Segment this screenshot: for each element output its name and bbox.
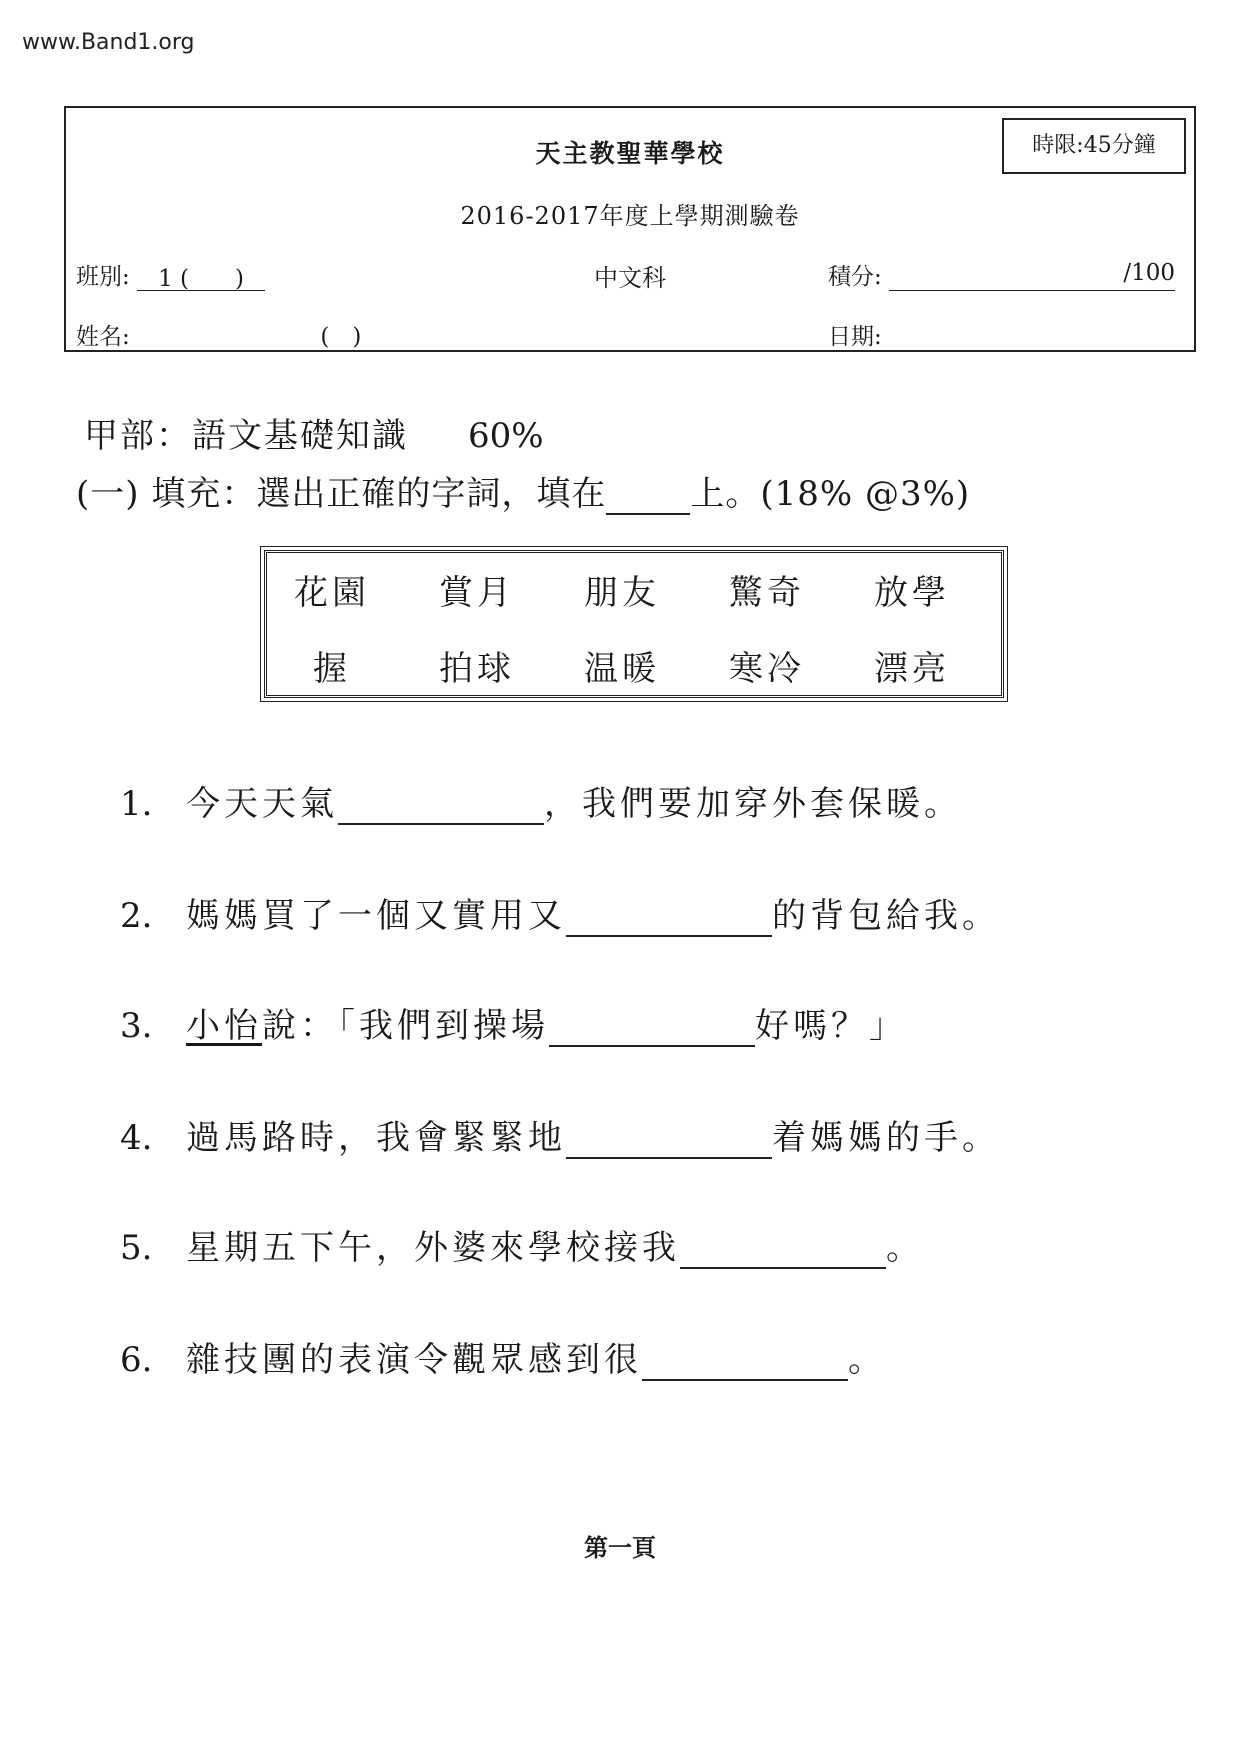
answer-blank[interactable]: [338, 783, 544, 825]
word-bank-item: 花園: [294, 573, 370, 613]
question-number: 2.: [120, 896, 153, 936]
subject: 中文科: [594, 264, 666, 292]
word-bank-item: 漂亮: [874, 649, 950, 689]
question-text-before: 雜技團的表演令觀眾感到很: [186, 1340, 642, 1380]
name-label: 姓名:: [76, 324, 130, 350]
proper-name: 小怡: [186, 1006, 262, 1046]
question-text-before: 說：「我們到操場: [262, 1006, 549, 1046]
word-bank-item: 賞月: [439, 573, 515, 613]
class-field: [76, 258, 265, 291]
answer-blank[interactable]: [566, 895, 772, 937]
question-text-before: 過馬路時，我會緊緊地: [186, 1118, 566, 1158]
question-number: 6.: [120, 1340, 153, 1380]
word-bank-item: 握: [313, 649, 351, 689]
question-1: [120, 776, 962, 825]
date-label: 日期:: [828, 324, 882, 350]
answer-blank[interactable]: [566, 1117, 772, 1159]
word-bank-item: 温暖: [584, 649, 660, 689]
question-text-after: 着媽媽的手。: [772, 1118, 1000, 1158]
name-blank: [137, 320, 313, 351]
date-blank: [889, 320, 1175, 351]
date-field: [828, 318, 1175, 351]
word-bank-item: 寒冷: [729, 649, 805, 689]
question-text-after: 好嗎？」: [755, 1006, 907, 1046]
question-text-after: 的背包給我。: [772, 896, 1000, 936]
exam-title: 2016-2017年度上學期測驗卷: [460, 202, 800, 230]
score-total: /100: [889, 260, 1175, 291]
watermark: www.Band1.org: [22, 30, 195, 55]
answer-blank[interactable]: [642, 1339, 848, 1381]
question-number: 3.: [120, 1006, 153, 1046]
section-title: [84, 408, 544, 457]
word-bank-item: 放學: [874, 573, 950, 613]
question-5: [120, 1220, 924, 1269]
question-text-before: 媽媽買了一個又實用又: [186, 896, 566, 936]
page-number: 第一頁: [584, 1533, 656, 1562]
score-field: [828, 258, 1175, 291]
class-value: 1 ( ): [137, 260, 265, 291]
name-field: [76, 318, 361, 351]
answer-blank[interactable]: [680, 1227, 886, 1269]
time-limit-box: 時限:45分鐘: [1002, 118, 1186, 174]
name-paren: ( ): [320, 324, 362, 350]
question-text-after: ，我們要加穿外套保暖。: [544, 784, 962, 824]
word-bank-item: 驚奇: [729, 573, 805, 613]
question-6: [120, 1332, 886, 1381]
section-percent: 60%: [468, 416, 544, 456]
word-bank-item: 拍球: [439, 649, 515, 689]
instruction: [76, 466, 970, 515]
question-2: [120, 888, 1000, 937]
class-label: 班別:: [76, 264, 130, 290]
question-text-before: 星期五下午，外婆來學校接我: [186, 1228, 680, 1268]
question-4: [120, 1110, 1000, 1159]
question-text-after: 。: [886, 1228, 924, 1268]
question-number: 4.: [120, 1118, 153, 1158]
score-label: 積分:: [828, 264, 882, 290]
question-number: 1.: [120, 784, 153, 824]
question-text-after: 。: [848, 1340, 886, 1380]
question-3: [120, 998, 907, 1047]
word-bank-box: [264, 550, 1004, 698]
instruction-after: 上。(18% @3%): [690, 474, 971, 514]
instruction-blank: [606, 481, 690, 515]
word-bank-item: 朋友: [584, 573, 660, 613]
instruction-before: (一) 填充：選出正確的字詞，填在: [76, 474, 607, 514]
question-number: 5.: [120, 1228, 153, 1268]
exam-header-box: [64, 106, 1196, 352]
question-text-before: 今天天氣: [186, 784, 338, 824]
school-name: 天主教聖華學校: [535, 139, 725, 168]
section-title-text: 甲部：語文基礎知識: [84, 416, 408, 456]
answer-blank[interactable]: [549, 1005, 755, 1047]
